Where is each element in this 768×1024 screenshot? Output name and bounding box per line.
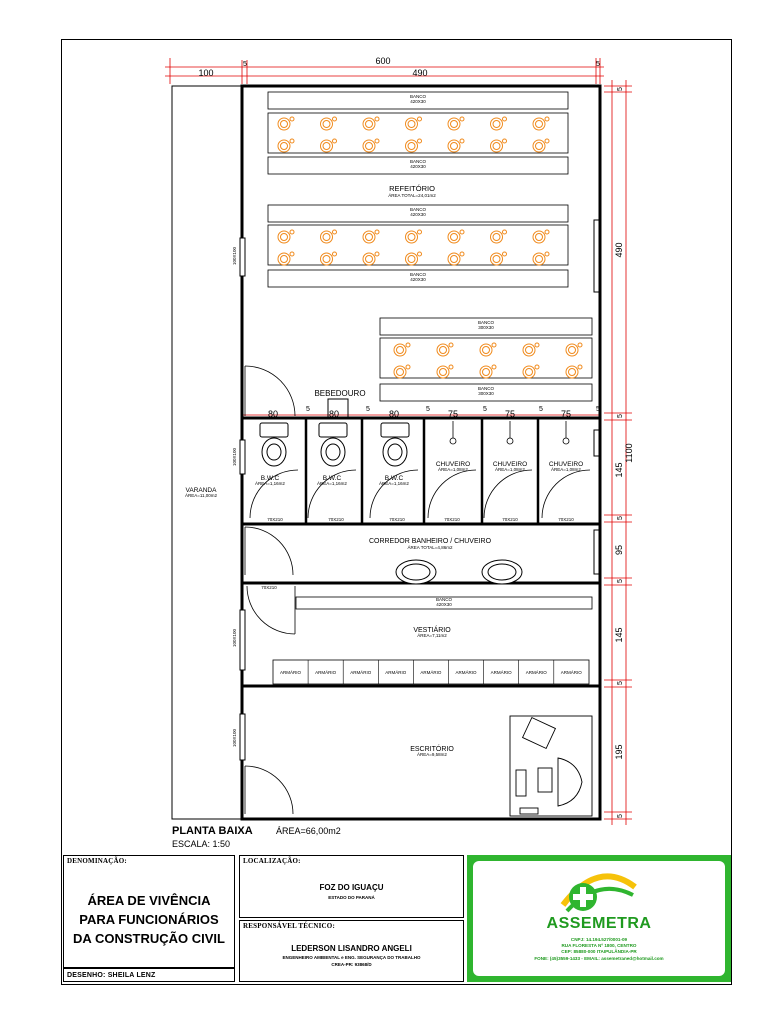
bench-size: 420X30 [410, 99, 426, 104]
dim-wc-width: 5 [539, 406, 543, 413]
desenho-label: DESENHO: SHEILA LENZ [67, 972, 156, 979]
armario-label: ARMÁRIO [279, 670, 302, 675]
company-contact: FONE: (45)3559-1433 - EMAIL: assemetraned@hotmail.com [534, 956, 664, 961]
dim-top-right-small: 5 [596, 61, 600, 68]
chuveiro-3-name: CHUVEIRO [548, 461, 584, 468]
bench-size: 300X30 [478, 391, 494, 396]
bench-size: 420X30 [410, 164, 426, 169]
bench-label: BANCO [409, 272, 427, 277]
drawing-title: PLANTA BAIXA [172, 825, 253, 837]
company-logo-panel [467, 855, 731, 982]
dim-right-segment: 5 [617, 681, 624, 685]
denominacao-line-3: DA CONSTRUÇÃO CIVIL [73, 931, 225, 946]
dim-top-main: 490 [412, 68, 428, 78]
responsavel-title: ENGENHEIRO AMBIENTAL e ENG. SEGURANÇA DO TRABALHO [282, 955, 421, 960]
dim-wc-width: 80 [328, 409, 340, 419]
drawing-area: ÁREA=66,00m2 [276, 826, 341, 836]
bench-label: BANCO [409, 94, 427, 99]
door-size-label: 70X210 [502, 517, 518, 522]
responsavel-crea: CREA-PR: 93868/D [331, 962, 372, 967]
chuveiro-1-area: ÁREA=1,08m2 [438, 467, 468, 472]
company-address: RUA FLORESTA Nº 1800, CENTRO [561, 943, 637, 948]
localizacao-state: ESTADO DO PARANÁ [328, 895, 375, 900]
chuveiro-2-name: CHUVEIRO [492, 461, 528, 468]
dim-right-segment: 5 [617, 87, 624, 91]
vestiario-name: VESTIÁRIO [413, 627, 451, 634]
company-cnpj: CNPJ: 14.194.527/0001-09 [570, 937, 628, 942]
bench-size: 300X30 [478, 325, 494, 330]
armario-label: ARMÁRIO [455, 670, 477, 675]
escritorio-area: ÁREA=9,58m2 [417, 752, 447, 757]
armario-label: ARMÁRIO [490, 670, 512, 675]
dim-top-total: 600 [375, 56, 391, 66]
armario-label: ARMÁRIO [315, 670, 337, 675]
dim-top-left: 100 [198, 68, 214, 78]
dim-right-segment: 5 [617, 414, 624, 418]
bwc-3-area: ÁREA=1,16m2 [379, 481, 409, 486]
armario-label: ARMÁRIO [525, 670, 547, 675]
dim-wc-width: 80 [388, 409, 400, 419]
title-localizacao [239, 855, 464, 918]
localizacao-label: LOCALIZAÇÃO: [243, 857, 301, 865]
dim-right-segment: 5 [617, 579, 624, 583]
dim-top-small: 5 [243, 61, 247, 68]
door-size-label: 70X210 [558, 517, 574, 522]
room-refeitorio-name: REFEITÓRIO [389, 184, 435, 193]
bench-label: BANCO [409, 159, 427, 164]
denominacao-line-1: ÁREA DE VIVÊNCIA [87, 893, 211, 908]
company-name: ASSEMETRA [546, 915, 652, 932]
company-logo-icon [553, 867, 643, 917]
dim-right-segment: 195 [614, 744, 624, 760]
window-size-label: 100X100 [232, 246, 237, 266]
denominacao-label: DENOMINAÇÃO: [67, 857, 127, 865]
bench-label: BANCO [477, 386, 495, 391]
armario-label: ARMÁRIO [560, 670, 582, 675]
title-denominacao [63, 855, 235, 968]
bebedouro-label: BEBEDOURO [314, 389, 366, 398]
responsavel-name: LEDERSON LISANDRO ANGELI [291, 944, 412, 953]
responsavel-label: RESPONSÁVEL TÉCNICO: [243, 922, 335, 930]
dim-wc-width: 5 [366, 406, 370, 413]
title-responsavel [239, 920, 464, 982]
dim-right-segment: 5 [617, 516, 624, 520]
room-refeitorio-area: ÁREA TOTAL=24,01m2 [388, 193, 436, 198]
localizacao-city: FOZ DO IGUAÇU [319, 883, 384, 892]
bench-label: BANCO [409, 207, 427, 212]
bench-label: BANCO [477, 320, 495, 325]
dim-wc-width: 5 [483, 406, 487, 413]
bwc-3-name: B.W.C [384, 475, 404, 482]
door-size-label: 70X210 [389, 517, 405, 522]
dim-right-segment: 145 [614, 627, 624, 643]
dim-wc-width: 75 [447, 409, 459, 419]
window-size-label: 100X100 [232, 728, 237, 748]
dim-right-segment: 490 [614, 242, 624, 258]
armario-label: ARMÁRIO [420, 670, 442, 675]
dim-right-segment: 95 [614, 544, 624, 556]
chuveiro-1-name: CHUVEIRO [435, 461, 471, 468]
denominacao-line-2: PARA FUNCIONÁRIOS [79, 912, 219, 927]
dim-wc-width: 5 [426, 406, 430, 413]
window-size-label: 100X100 [232, 447, 237, 467]
dim-wc-width: 5 [596, 406, 600, 413]
armario-label: ARMÁRIO [385, 670, 407, 675]
door-size-label: 70X210 [444, 517, 460, 522]
corredor-name: CORREDOR BANHEIRO / CHUVEIRO [368, 538, 492, 545]
varanda-area: ÁREA=11,00m2 [184, 493, 218, 498]
company-cep: CEP: 85880-000 ITAIPULÂNDIA-PR [561, 949, 637, 954]
varanda-name: VARANDA [185, 487, 217, 494]
door-size-label: 70X210 [261, 585, 277, 590]
bench-size: 420X30 [436, 602, 452, 607]
escritorio-name: ESCRITÓRIO [410, 746, 454, 753]
dim-wc-width: 75 [504, 409, 516, 419]
dim-right-total: 1100 [624, 443, 634, 463]
dim-right-segment: 5 [617, 814, 624, 818]
bench-size: 420X30 [410, 277, 426, 282]
dim-right-segment: 145 [614, 462, 624, 478]
bwc-2-area: ÁREA=1,16m2 [317, 481, 347, 486]
bwc-1-name: B.W.C [260, 475, 280, 482]
bwc-1-area: ÁREA=1,16m2 [255, 481, 285, 486]
bwc-2-name: B.W.C [322, 475, 342, 482]
dim-wc-width: 75 [560, 409, 572, 419]
door-size-label: 70X210 [267, 517, 283, 522]
window-size-label: 100X100 [232, 628, 237, 648]
dim-wc-width: 5 [306, 406, 310, 413]
chuveiro-3-area: ÁREA=1,08m2 [551, 467, 581, 472]
title-desenho [63, 968, 235, 982]
drawing-scale: ESCALA: 1:50 [172, 839, 231, 849]
dim-wc-width: 80 [267, 409, 279, 419]
bench-size: 420X30 [410, 212, 426, 217]
armario-label: ARMÁRIO [350, 670, 372, 675]
corredor-area: ÁREA TOTAL=4,86m2 [407, 545, 453, 550]
vestiario-area: ÁREA=7,11m2 [417, 633, 447, 638]
door-size-label: 70X210 [328, 517, 344, 522]
bench-label: BANCO [435, 597, 453, 602]
chuveiro-2-area: ÁREA=1,08m2 [495, 467, 525, 472]
